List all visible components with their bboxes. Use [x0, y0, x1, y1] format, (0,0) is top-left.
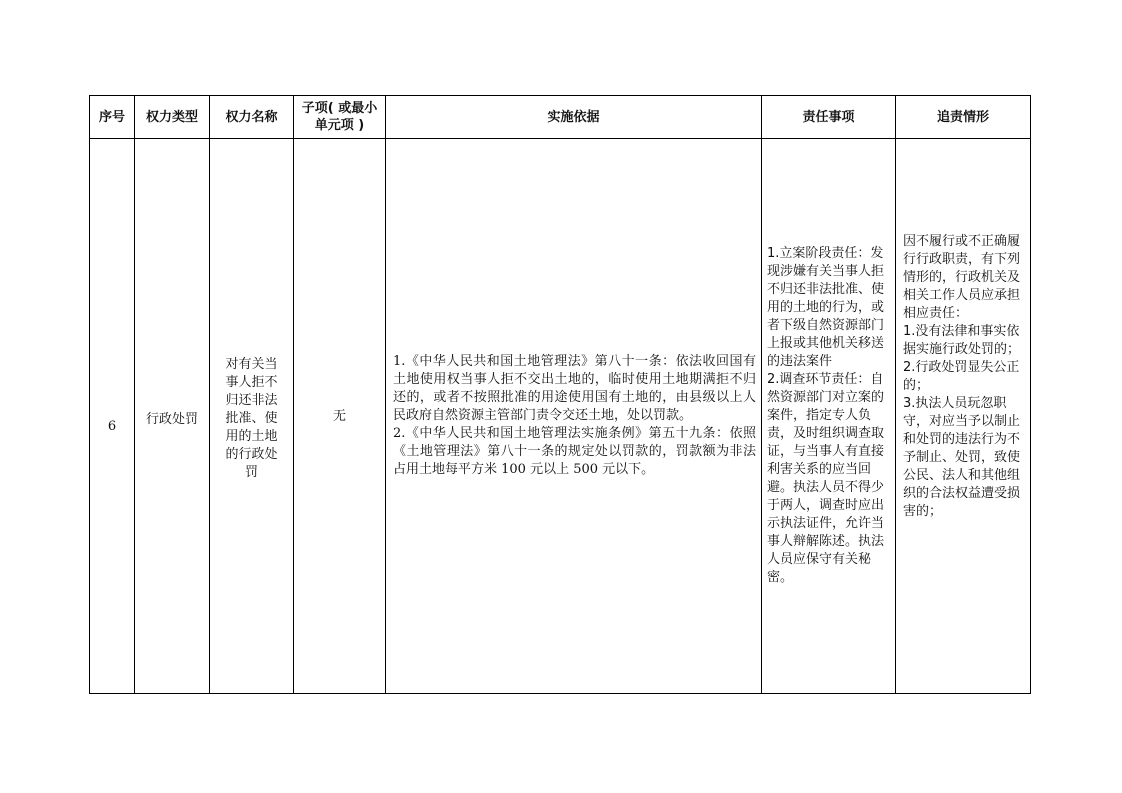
- liability-item-3: 3.执法人员玩忽职守，对应当予以制止和处罚的违法行为不予制止、处罚，致使公民、法人和其他组织的合法权益遭受损害的；: [903, 396, 1021, 519]
- header-responsibility: 责任事项: [762, 96, 896, 139]
- header-basis: 实施依据: [386, 96, 762, 139]
- cell-seq: 6: [90, 139, 135, 694]
- header-seq: 序号: [90, 96, 135, 139]
- header-liability: 追责情形: [896, 96, 1031, 139]
- power-list-table: [89, 95, 1031, 694]
- header-power-type: 权力类型: [135, 96, 210, 139]
- cell-responsibility: [762, 139, 896, 694]
- cell-power-name: 对有关当事人拒不归还非法批准、使用的土地的行政处罚: [210, 139, 294, 694]
- liability-intro: 因不履行或不正确履行行政职责，有下列情形的，行政机关及相关工作人员应承担相应责任：: [903, 234, 1021, 321]
- table-header-row: [90, 96, 1031, 139]
- cell-subitem: 无: [294, 139, 386, 694]
- header-subitem: 子项( 或最小单元项 ): [294, 96, 386, 139]
- responsibility-item-1: 1.立案阶段责任：发现涉嫌有关当事人拒不归还非法批准、使用的土地的行为，或者下级自然资源部门上报或其他机关移送的违法案件: [767, 246, 885, 369]
- header-power-name: 权力名称: [210, 96, 294, 139]
- basis-paragraph-2: 2.《中华人民共和国土地管理法实施条例》第五十九条：依照《土地管理法》第八十一条的规定处以罚款的，罚款额为非法占用土地每平方米 100 元以上 500 元以下。: [393, 426, 756, 477]
- basis-paragraph-1: 1.《中华人民共和国土地管理法》第八十一条：依法收回国有土地使用权当事人拒不交出土地的，临时使用土地期满拒不归还的，或者不按照批准的用途使用国有土地的，由县级以上人民政府自然资源主管部门责令交还土地，处以罚款。: [393, 354, 756, 423]
- cell-power-type: 行政处罚: [135, 139, 210, 694]
- liability-item-2: 2.行政处罚显失公正的；: [903, 360, 1020, 393]
- cell-basis: [386, 139, 762, 694]
- table-row: [90, 139, 1031, 694]
- cell-liability: [896, 139, 1031, 694]
- liability-item-1: 1.没有法律和事实依据实施行政处罚的；: [903, 324, 1021, 357]
- responsibility-item-2: 2.调查环节责任：自然资源部门对立案的案件，指定专人负责，及时组织调查取证，与当事人有直接利害关系的应当回避。执法人员不得少于两人，调查时应出示执法证件，允许当事人辩解陈述。执法人员应保守有关秘密。: [767, 372, 885, 585]
